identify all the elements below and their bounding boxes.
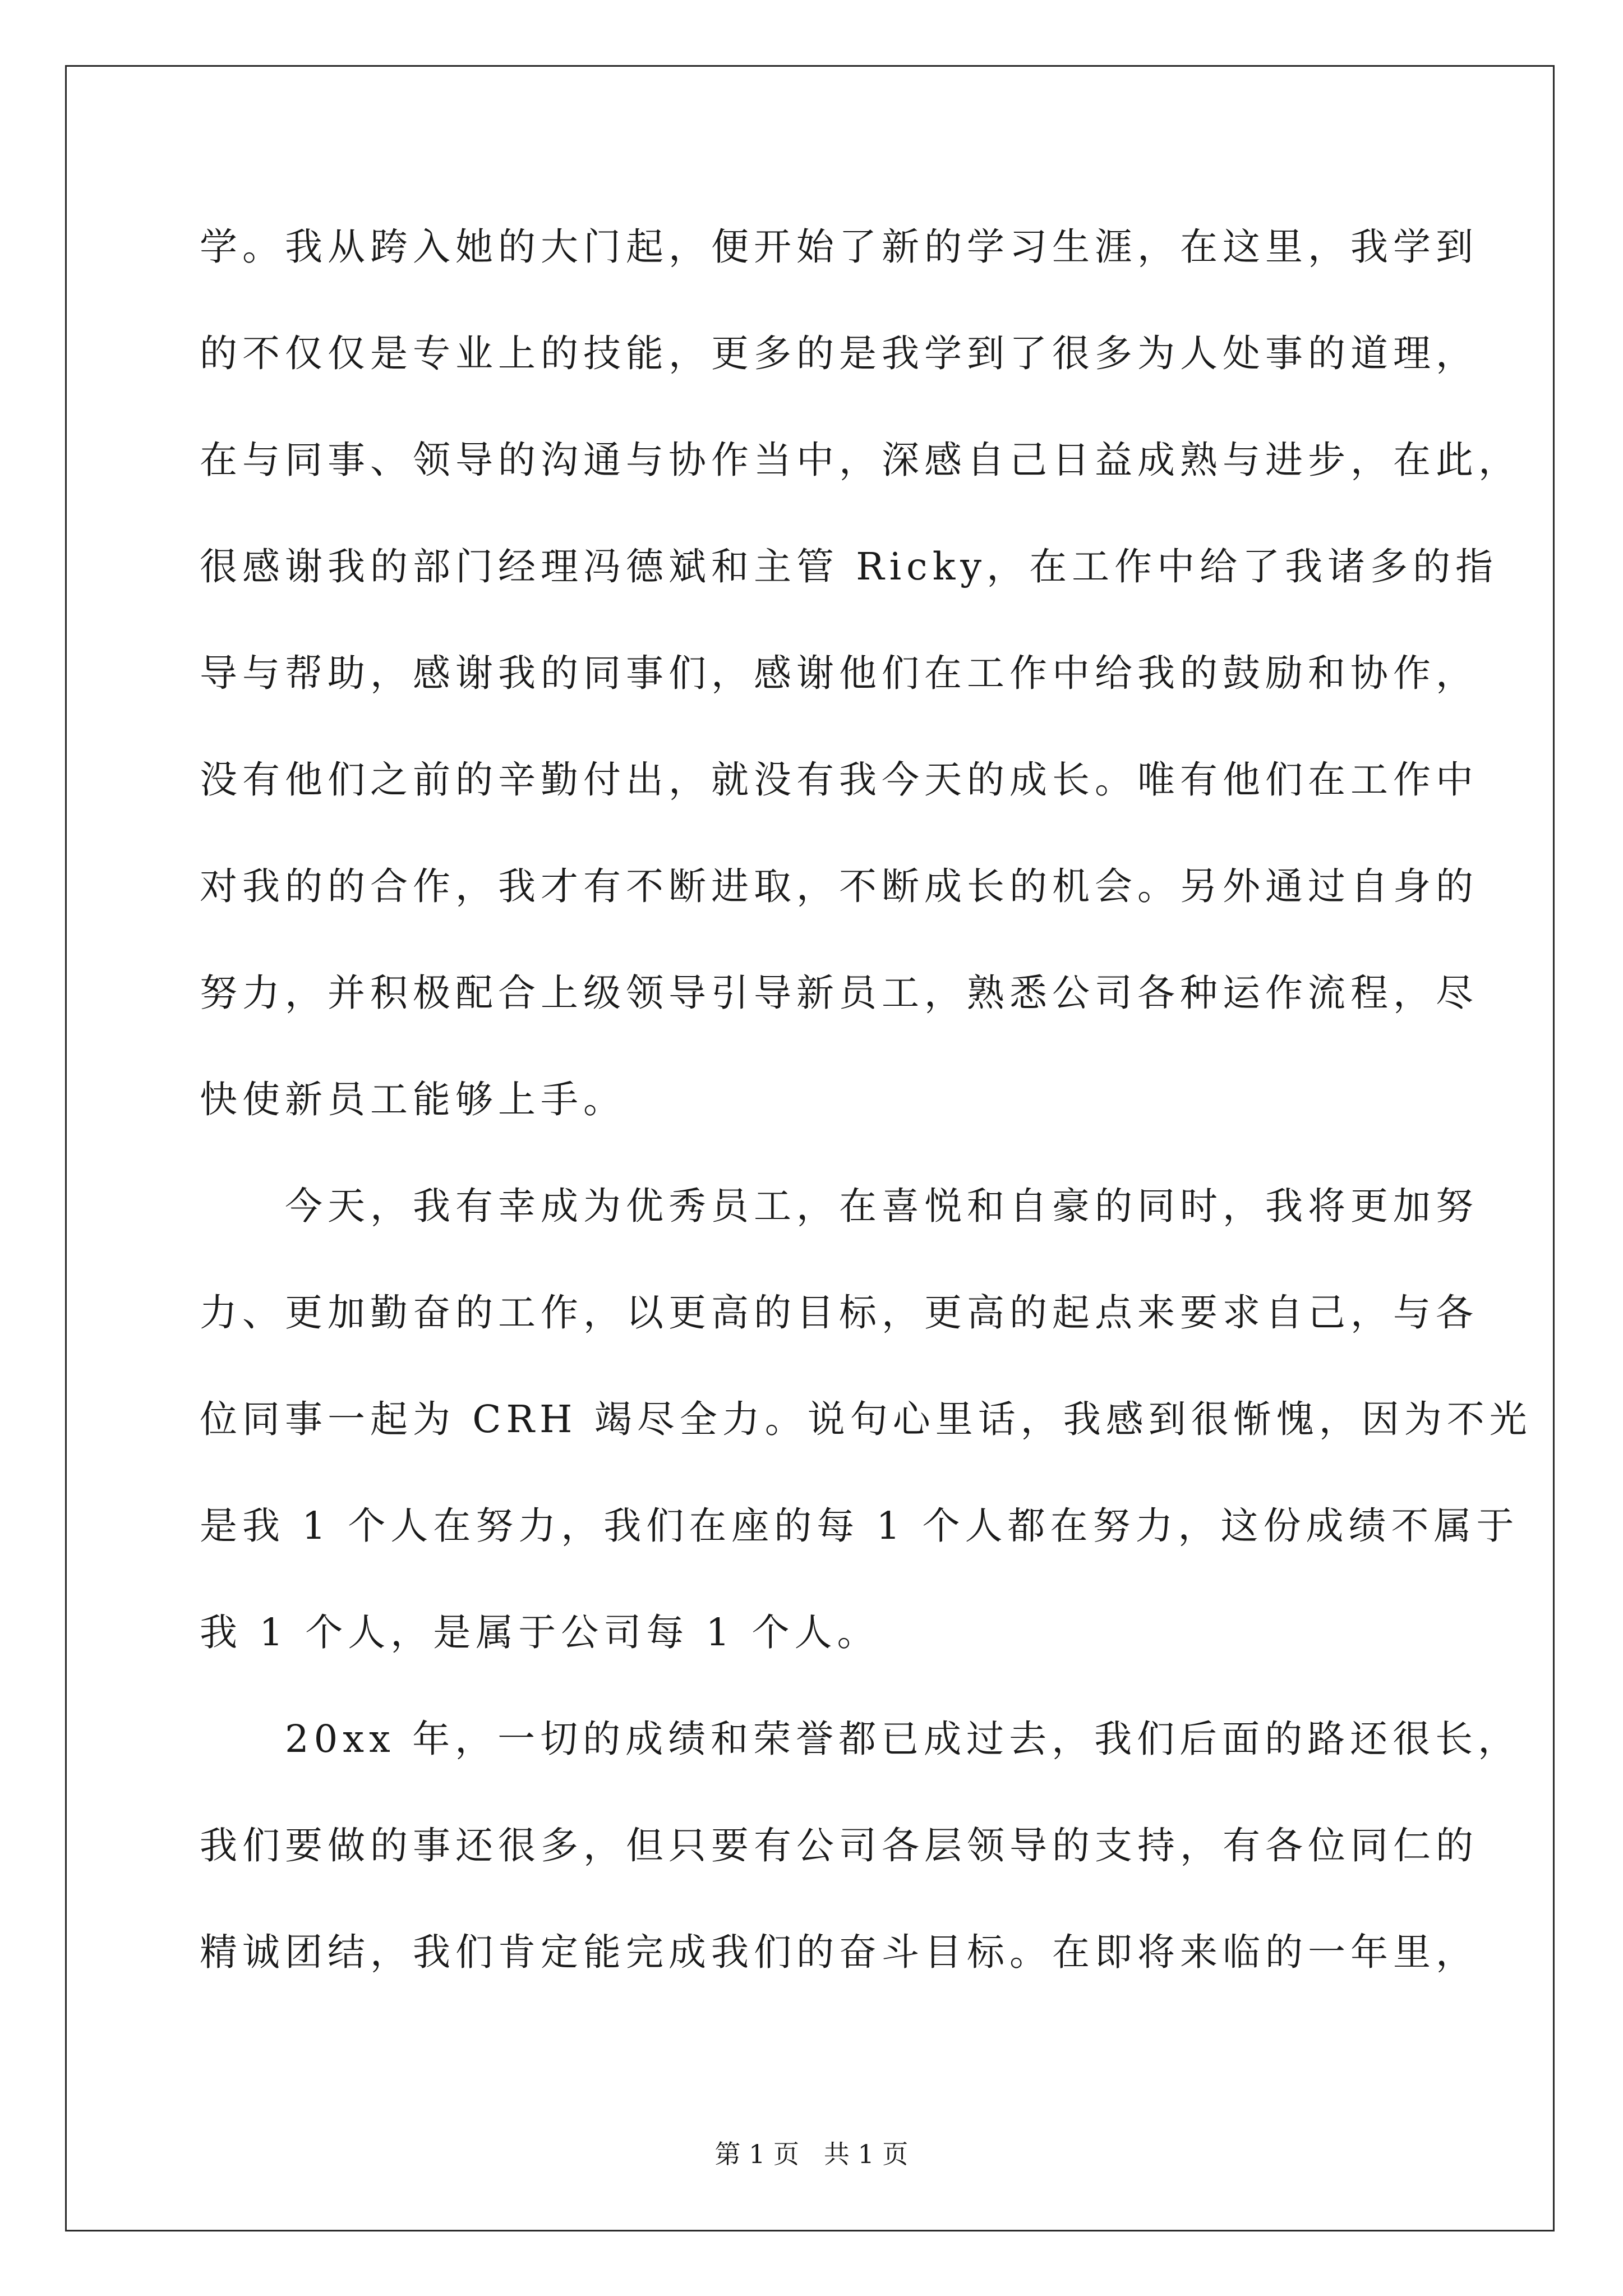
text-line: 对我的的合作，我才有不断进取，不断成长的机会。另外通过自身的	[200, 864, 1478, 908]
text-line: 我 1 个人，是属于公司每 1 个人。	[200, 1611, 880, 1654]
text-line: 没有他们之前的辛勤付出，就没有我今天的成长。唯有他们在工作中	[200, 758, 1478, 802]
page-border	[65, 65, 1555, 2231]
text-line: 的不仅仅是专业上的技能，更多的是我学到了很多为人处事的道理，	[200, 332, 1478, 375]
text-line: 位同事一起为 CRH 竭尽全力。说句心里话，我感到很惭愧，因为不光	[200, 1397, 1532, 1441]
text-line: 20xx 年，一切的成绩和荣誉都已成过去，我们后面的路还很长，	[200, 1717, 1521, 1761]
page-footer: 第 1 页 共 1 页	[714, 2139, 909, 2169]
text-line: 今天，我有幸成为优秀员工，在喜悦和自豪的同时，我将更加努	[200, 1184, 1478, 1228]
text-line: 我们要做的事还很多，但只要有公司各层领导的支持，有各位同仁的	[200, 1824, 1478, 1867]
text-line: 努力，并积极配合上级领导引导新员工，熟悉公司各种运作流程，尽	[200, 971, 1478, 1015]
text-line: 很感谢我的部门经理冯德斌和主管 Ricky，在工作中给了我诸多的指	[200, 545, 1498, 588]
text-line: 力、更加勤奋的工作，以更高的目标，更高的起点来要求自己，与各	[200, 1291, 1478, 1335]
text-line: 导与帮助，感谢我的同事们，感谢他们在工作中给我的鼓励和协作，	[200, 651, 1478, 695]
text-line: 在与同事、领导的沟通与协作当中，深感自己日益成熟与进步，在此，	[200, 438, 1521, 482]
text-line: 是我 1 个人在努力，我们在座的每 1 个人都在努力，这份成绩不属于	[200, 1504, 1519, 1548]
text-line: 精诚团结，我们肯定能完成我们的奋斗目标。在即将来临的一年里，	[200, 1930, 1478, 1974]
text-line: 学。我从跨入她的大门起，便开始了新的学习生涯，在这里，我学到	[200, 225, 1478, 269]
text-line: 快使新员工能够上手。	[200, 1078, 626, 1121]
